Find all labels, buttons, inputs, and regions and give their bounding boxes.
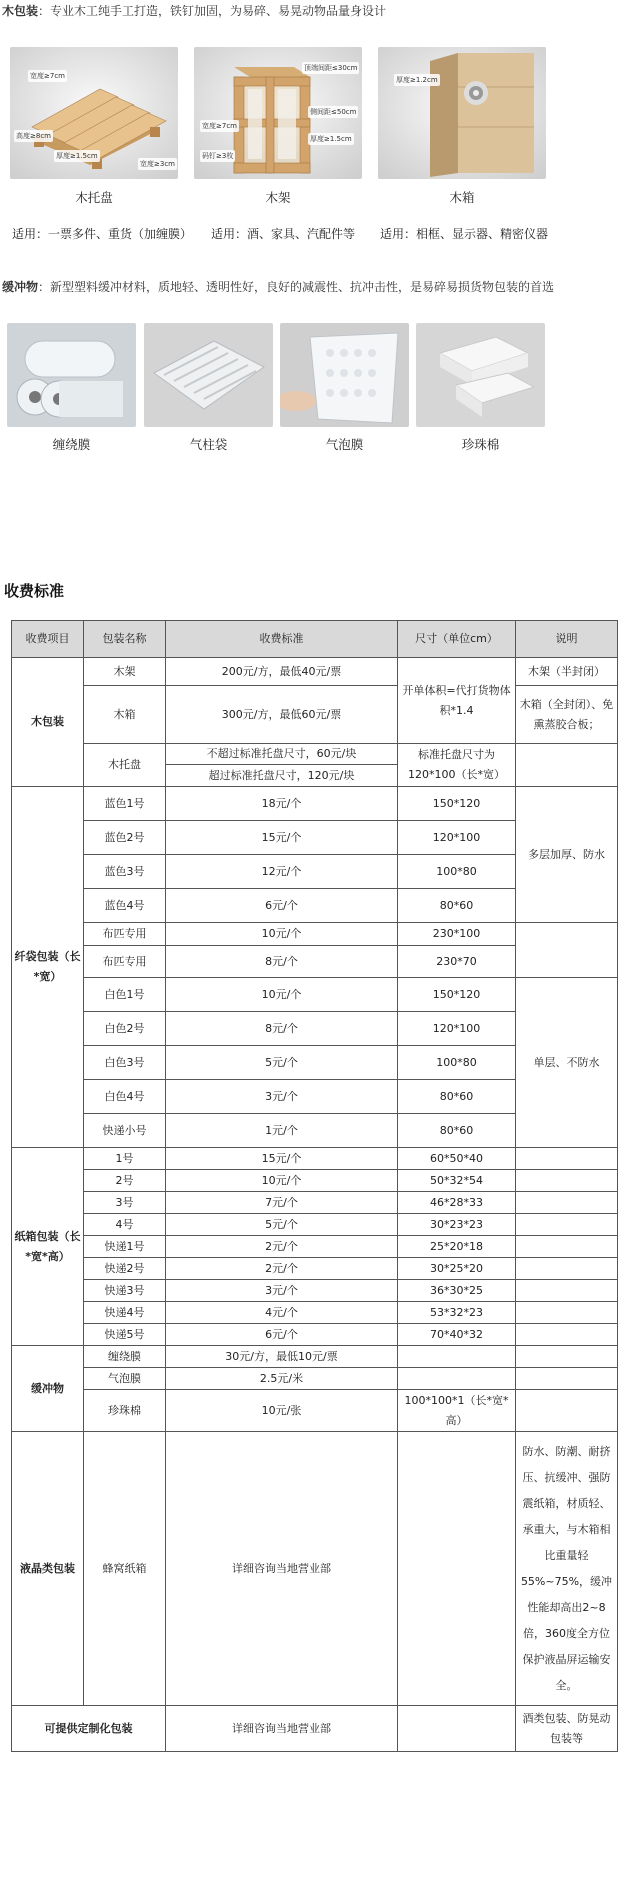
- header-size: 尺寸（单位cm）: [398, 621, 516, 658]
- cell-note: [516, 1258, 618, 1280]
- cell-size: 80*60: [398, 1080, 516, 1114]
- table-row: [12, 1214, 618, 1236]
- cell-fee: 12元/个: [166, 855, 398, 889]
- cell-size: [398, 1346, 516, 1368]
- cell-size: 100*100*1（长*宽*高）: [398, 1390, 516, 1432]
- cell-size: 60*50*40: [398, 1148, 516, 1170]
- category-buffer: 缓冲物: [12, 1346, 84, 1432]
- cell-note: [516, 1302, 618, 1324]
- cell-size: 标准托盘尺寸为120*100（长*宽）: [398, 744, 516, 787]
- fee-section-title: 收费标准: [4, 582, 65, 600]
- cell-size: 120*100: [398, 1012, 516, 1046]
- cell-name: 快递小号: [84, 1114, 166, 1148]
- table-row: [12, 1192, 618, 1214]
- cell-size: 30*23*23: [398, 1214, 516, 1236]
- header-name: 包装名称: [84, 621, 166, 658]
- usage-box: 适用：相框、显示器、精密仪器: [380, 227, 549, 241]
- fee-table: [11, 620, 618, 1752]
- cell-fee: 5元/个: [166, 1214, 398, 1236]
- cell-name: 布匹专用: [84, 946, 166, 978]
- cell-name: 木架: [84, 658, 166, 686]
- cell-fee: 3元/个: [166, 1280, 398, 1302]
- cell-name: 白色4号: [84, 1080, 166, 1114]
- wood-intro-label: 木包装: [2, 4, 39, 18]
- cell-size: 230*100: [398, 923, 516, 946]
- stretch-film-photo: [7, 323, 136, 427]
- cell-name: 白色3号: [84, 1046, 166, 1080]
- table-header-row: [12, 621, 618, 658]
- buffer-intro: [2, 278, 554, 295]
- cell-fee: 超过标准托盘尺寸，120元/块: [166, 765, 398, 787]
- header-fee: 收费标准: [166, 621, 398, 658]
- cell-name: 快递3号: [84, 1280, 166, 1302]
- cell-fee: 10元/张: [166, 1390, 398, 1432]
- cell-name: 蓝色3号: [84, 855, 166, 889]
- tag-pallet-3: 厚度≥1.5cm: [56, 152, 98, 160]
- cell-name: 3号: [84, 1192, 166, 1214]
- usage-pallet: 适用：一票多件、重货（加缠膜）: [12, 227, 193, 241]
- cell-size: 30*25*20: [398, 1258, 516, 1280]
- wood-intro-text: ：专业木工纯手工打造，铁钉加固，为易碎、易晃动物品量身设计: [38, 4, 387, 18]
- tag-frame-4: 厚度≥1.5cm: [310, 135, 352, 143]
- cell-note: [516, 1170, 618, 1192]
- air-column-bag-photo: [144, 323, 273, 427]
- cell-name: 蓝色1号: [84, 787, 166, 821]
- cell-size: 120*100: [398, 821, 516, 855]
- cell-size: [398, 1368, 516, 1390]
- table-row: [12, 1390, 618, 1432]
- cell-name: 白色2号: [84, 1012, 166, 1046]
- cell-fee: 不超过标准托盘尺寸，60元/块: [166, 744, 398, 765]
- table-row: [12, 1170, 618, 1192]
- table-row: [12, 1432, 618, 1706]
- cell-fee: 2.5元/米: [166, 1368, 398, 1390]
- cell-fee: 10元/个: [166, 923, 398, 946]
- cell-name: 快递5号: [84, 1324, 166, 1346]
- cell-name: 珍珠棉: [84, 1390, 166, 1432]
- cell-size: 53*32*23: [398, 1302, 516, 1324]
- buffer-intro-text: ：新型塑料缓冲材料，质地轻、透明性好，良好的减震性、抗冲击性，是易碎易损货物包装的首选: [38, 280, 555, 294]
- cell-fee: 1元/个: [166, 1114, 398, 1148]
- table-row: [12, 1280, 618, 1302]
- cell-name: 木托盘: [84, 744, 166, 787]
- cell-name: 缠绕膜: [84, 1346, 166, 1368]
- cell-note: [516, 1148, 618, 1170]
- cell-name: 4号: [84, 1214, 166, 1236]
- cell-size-merged: 开单体积=代打货物体积*1.4: [398, 658, 516, 744]
- table-row: [12, 1324, 618, 1346]
- table-row: [12, 1236, 618, 1258]
- header-item: 收费项目: [12, 621, 84, 658]
- tag-frame-1: 顶端间距≤30cm: [304, 64, 358, 72]
- cell-size: 80*60: [398, 1114, 516, 1148]
- cell-name: 快递1号: [84, 1236, 166, 1258]
- cell-fee: 8元/个: [166, 946, 398, 978]
- category-lcd: 液晶类包装: [12, 1432, 84, 1706]
- cell-fee: 4元/个: [166, 1302, 398, 1324]
- category-bag: 纤袋包装（长*宽）: [12, 787, 84, 1148]
- header-note: 说明: [516, 621, 618, 658]
- category-wood: 木包装: [12, 658, 84, 787]
- cell-name: 2号: [84, 1170, 166, 1192]
- cell-size: 100*80: [398, 1046, 516, 1080]
- cell-note: [516, 1390, 618, 1432]
- cell-size: 100*80: [398, 855, 516, 889]
- cell-name: 快递2号: [84, 1258, 166, 1280]
- cell-name: 布匹专用: [84, 923, 166, 946]
- table-row: [12, 1346, 618, 1368]
- usage-frame: 适用：酒、家具、汽配件等: [211, 227, 356, 241]
- wood-intro: [2, 2, 386, 19]
- wood-box-photo: [378, 47, 546, 179]
- cell-note-white: 单层、不防水: [516, 978, 618, 1148]
- cell-fee: 18元/个: [166, 787, 398, 821]
- caption-frame: 木架: [265, 190, 291, 205]
- tag-pallet-1: 宽度≥7cm: [30, 72, 65, 80]
- cell-note: 酒类包装、防晃动包装等: [516, 1706, 618, 1752]
- tag-pallet-2: 高度≥8cm: [16, 132, 51, 140]
- cell-size: 230*70: [398, 946, 516, 978]
- caption-stretch-film: 缠绕膜: [52, 437, 91, 452]
- table-row: [12, 1148, 618, 1170]
- table-row: [12, 1302, 618, 1324]
- cell-fee: 200元/方，最低40元/票: [166, 658, 398, 686]
- cell-fee: 6元/个: [166, 889, 398, 923]
- cell-name: 木箱: [84, 686, 166, 744]
- cell-note: 木架（半封闭）: [516, 658, 618, 686]
- tag-box-1: 厚度≥1.2cm: [396, 76, 438, 84]
- cell-size: 150*120: [398, 978, 516, 1012]
- cell-name: 快递4号: [84, 1302, 166, 1324]
- table-row: [12, 923, 618, 946]
- tag-frame-2: 侧间距≤50cm: [310, 108, 357, 116]
- caption-bubble-wrap: 气泡膜: [325, 437, 364, 452]
- cell-fee: 2元/个: [166, 1258, 398, 1280]
- table-row: [12, 658, 618, 686]
- cell-name: 1号: [84, 1148, 166, 1170]
- cell-fee: 15元/个: [166, 821, 398, 855]
- cell-fee: 详细咨询当地营业部: [166, 1432, 398, 1706]
- category-carton: 纸箱包装（长*宽*高）: [12, 1148, 84, 1346]
- cell-note: [516, 1280, 618, 1302]
- table-row: [12, 686, 618, 744]
- cell-note-blue: 多层加厚、防水: [516, 787, 618, 923]
- caption-air-column-bag: 气柱袋: [189, 437, 228, 452]
- cell-size: 50*32*54: [398, 1170, 516, 1192]
- cell-fee: 10元/个: [166, 1170, 398, 1192]
- cell-size: 46*28*33: [398, 1192, 516, 1214]
- cell-note: [516, 923, 618, 978]
- table-row: [12, 1706, 618, 1752]
- tag-frame-5: 码钉≥3枚: [202, 152, 234, 160]
- cell-name: 蜂窝纸箱: [84, 1432, 166, 1706]
- buffer-intro-label: 缓冲物: [2, 280, 39, 294]
- cell-name: 气泡膜: [84, 1368, 166, 1390]
- cell-size: 36*30*25: [398, 1280, 516, 1302]
- cell-name: 蓝色2号: [84, 821, 166, 855]
- bubble-wrap-photo: [280, 323, 409, 427]
- cell-note: [516, 1236, 618, 1258]
- caption-box: 木箱: [449, 190, 475, 205]
- cell-fee: 7元/个: [166, 1192, 398, 1214]
- cell-note: [516, 1324, 618, 1346]
- pearl-cotton-photo: [416, 323, 545, 427]
- cell-fee: 15元/个: [166, 1148, 398, 1170]
- tag-frame-3: 宽度≥7cm: [202, 122, 237, 130]
- caption-pallet: 木托盘: [75, 190, 113, 205]
- tag-pallet-4: 宽度≥3cm: [140, 160, 175, 168]
- cell-name: 白色1号: [84, 978, 166, 1012]
- cell-fee: 2元/个: [166, 1236, 398, 1258]
- cell-note: [516, 1346, 618, 1368]
- table-row: [12, 1368, 618, 1390]
- cell-size: 25*20*18: [398, 1236, 516, 1258]
- table-row: [12, 744, 618, 765]
- cell-fee: 5元/个: [166, 1046, 398, 1080]
- cell-fee: 3元/个: [166, 1080, 398, 1114]
- cell-note: 防水、防潮、耐挤压、抗缓冲、强防震纸箱，材质轻、承重大，与木箱相比重量轻55%~75%，缓冲性能却高出2~8倍，360度全方位保护液晶屏运输安全。: [516, 1432, 618, 1706]
- cell-name: 蓝色4号: [84, 889, 166, 923]
- caption-pearl-cotton: 珍珠棉: [461, 437, 500, 452]
- cell-note: [516, 1368, 618, 1390]
- cell-size: [398, 1432, 516, 1706]
- cell-fee: 8元/个: [166, 1012, 398, 1046]
- cell-fee: 30元/方，最低10元/票: [166, 1346, 398, 1368]
- cell-size: [398, 1706, 516, 1752]
- table-row: [12, 787, 618, 821]
- cell-note: 木箱（全封闭）、免熏蒸胶合板；: [516, 686, 618, 744]
- cell-note: [516, 744, 618, 787]
- cell-size: 150*120: [398, 787, 516, 821]
- table-row: [12, 978, 618, 1012]
- table-row: [12, 1258, 618, 1280]
- cell-size: 70*40*32: [398, 1324, 516, 1346]
- cell-note: [516, 1192, 618, 1214]
- cell-fee: 300元/方，最低60元/票: [166, 686, 398, 744]
- cell-fee: 详细咨询当地营业部: [166, 1706, 398, 1752]
- cell-fee: 6元/个: [166, 1324, 398, 1346]
- cell-fee: 10元/个: [166, 978, 398, 1012]
- cell-note: [516, 1214, 618, 1236]
- cell-size: 80*60: [398, 889, 516, 923]
- category-custom: 可提供定制化包装: [12, 1706, 166, 1752]
